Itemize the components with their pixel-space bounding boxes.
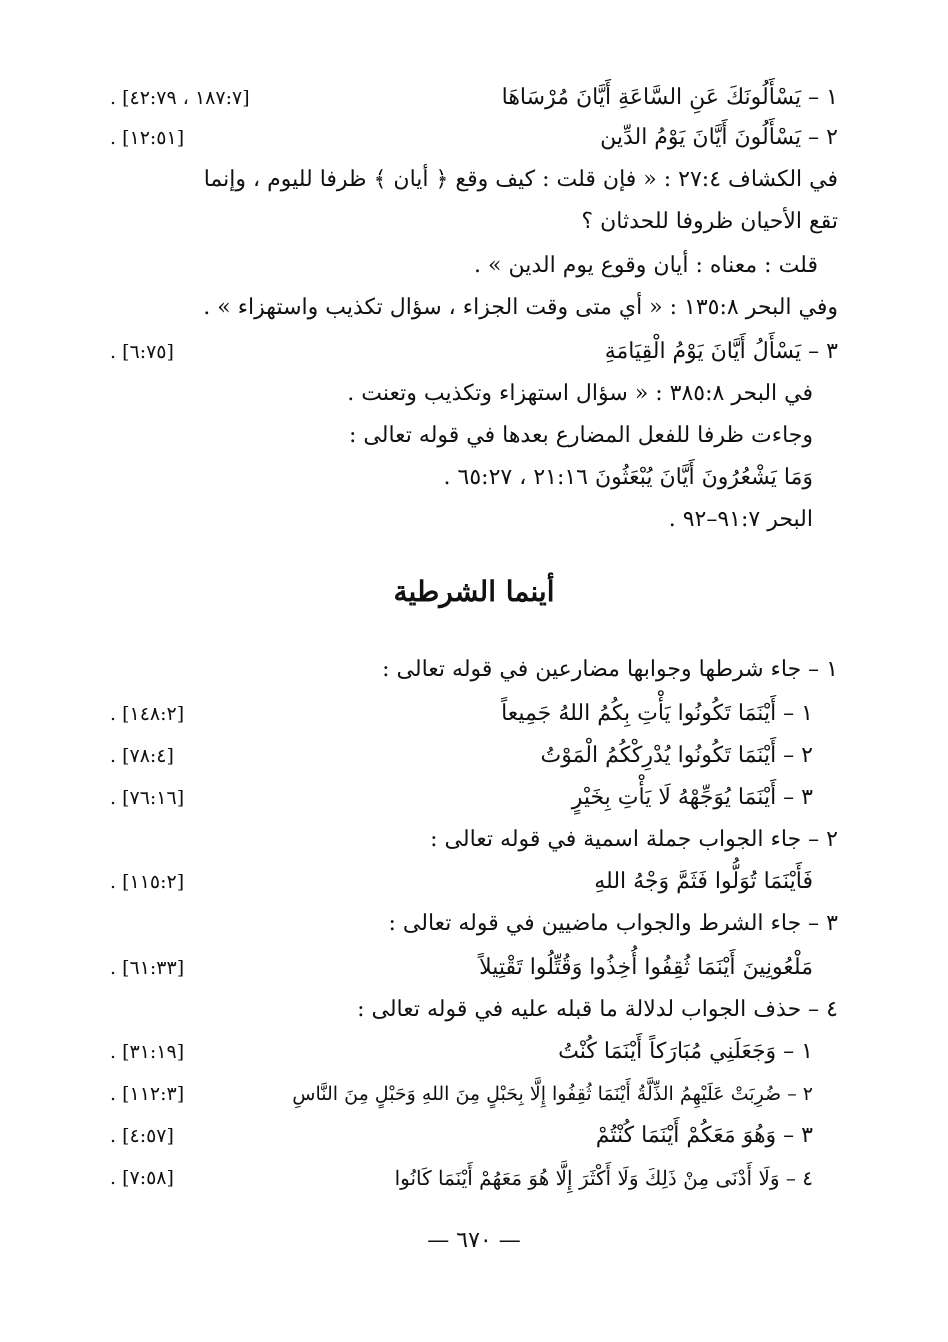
- verse-reference: [١١٥:٢] .: [110, 871, 185, 893]
- text-line: البحر ٩١:٧–٩٢ .: [668, 507, 813, 532]
- verse-reference: [٧:٥٨] .: [110, 1167, 174, 1189]
- section-heading: أينما الشرطية: [393, 575, 555, 608]
- text-line: ٣ – جاء الشرط والجواب ماضيين في قوله تعالى :: [388, 911, 838, 936]
- verse-reference: [٣١:١٩] .: [110, 1041, 185, 1063]
- verse-line: ٣ – أَيْنَمَا يُوَجِّهْهُ لَا يَأْتِ بِخَيْرٍ: [571, 785, 813, 810]
- verse-line: ١ – أَيْنَمَا تَكُونُوا يَأْتِ بِكُمُ اللهُ جَمِيعاً: [501, 701, 813, 726]
- verse-line: ١ – وَجَعَلَنِي مُبَارَكاً أَيْنَمَا كُنْتُ: [558, 1039, 813, 1064]
- verse-reference: [١٨٧:٧ ، ٤٢:٧٩] .: [110, 87, 250, 109]
- verse-line: ٤ – وَلَا أَدْنَى مِنْ ذَلِكَ وَلَا أَكْثَرَ إِلَّا هُوَ مَعَهُمْ أَيْنَمَا كَانُوا: [394, 1166, 813, 1190]
- text-line: ١ – جاء شرطها وجوابها مضارعين في قوله تعالى :: [382, 657, 838, 682]
- verse-reference: [٦١:٣٣] .: [110, 957, 185, 979]
- text-line: وَمَا يَشْعُرُونَ أَيَّانَ يُبْعَثُونَ ٢١:١٦ ، ٦٥:٢٧ .: [443, 465, 813, 490]
- verse-reference: [١٢:٥١] .: [110, 127, 185, 149]
- verse-line: مَلْعُونِينَ أَيْنَمَا ثُقِفُوا أُخِذُوا وَقُتِّلُوا تَقْتِيلاً: [479, 955, 813, 980]
- verse-reference: [١١٢:٣] .: [110, 1083, 185, 1105]
- text-line: قلت : معناه : أيان وقوع يوم الدين » .: [474, 253, 818, 278]
- verse-line: ١ – يَسْأَلُونَكَ عَنِ السَّاعَةِ أَيَّانَ مُرْسَاهَا: [501, 85, 838, 110]
- verse-reference: [٦:٧٥] .: [110, 341, 174, 363]
- verse-line: ٢ – ضُرِبَتْ عَلَيْهِمُ الذِّلَّةُ أَيْنَمَا ثُقِفُوا إِلَّا بِحَبْلٍ مِنَ اللهِ وَحَبْلٍ مِنَ النَّاسِ: [292, 1083, 813, 1105]
- text-line: وفي البحر ١٣٥:٨ : « أي متى وقت الجزاء ، سؤال تكذيب واستهزاء » .: [203, 295, 838, 320]
- text-line: في البحر ٣٨٥:٨ : « سؤال استهزاء وتكذيب وتعنت .: [347, 381, 813, 406]
- verse-line: ٢ – أَيْنَمَا تَكُونُوا يُدْرِكْكُمُ الْمَوْتُ: [540, 743, 813, 768]
- verse-line: ٣ – وَهُوَ مَعَكُمْ أَيْنَمَا كُنْتُمْ: [595, 1123, 813, 1148]
- verse-reference: [١٤٨:٢] .: [110, 703, 185, 725]
- verse-line: فَأَيْنَمَا تُوَلُّوا فَثَمَّ وَجْهُ اللهِ: [594, 869, 813, 894]
- text-line: في الكشاف ٢٧:٤ : « فإن قلت : كيف وقع ﴿ أيان ﴾ ظرفا لليوم ، وإنما: [203, 167, 838, 192]
- text-line: ٤ – حذف الجواب لدلالة ما قبله عليه في قوله تعالى :: [357, 997, 838, 1022]
- verse-line: ٢ – يَسْأَلُونَ أَيَّانَ يَوْمُ الدِّين: [600, 125, 838, 150]
- page-number: — ٦٧٠ —: [427, 1228, 521, 1253]
- text-line: وجاءت ظرفا للفعل المضارع بعدها في قوله تعالى :: [349, 423, 813, 448]
- verse-reference: [٧٦:١٦] .: [110, 787, 185, 809]
- verse-reference: [٤:٥٧] .: [110, 1125, 174, 1147]
- verse-reference: [٧٨:٤] .: [110, 745, 174, 767]
- text-line: ٢ – جاء الجواب جملة اسمية في قوله تعالى :: [430, 827, 838, 852]
- text-line: تقع الأحيان ظروفا للحدثان ؟: [581, 209, 838, 234]
- verse-line: ٣ – يَسْأَلُ أَيَّانَ يَوْمُ الْقِيَامَةِ: [604, 339, 838, 364]
